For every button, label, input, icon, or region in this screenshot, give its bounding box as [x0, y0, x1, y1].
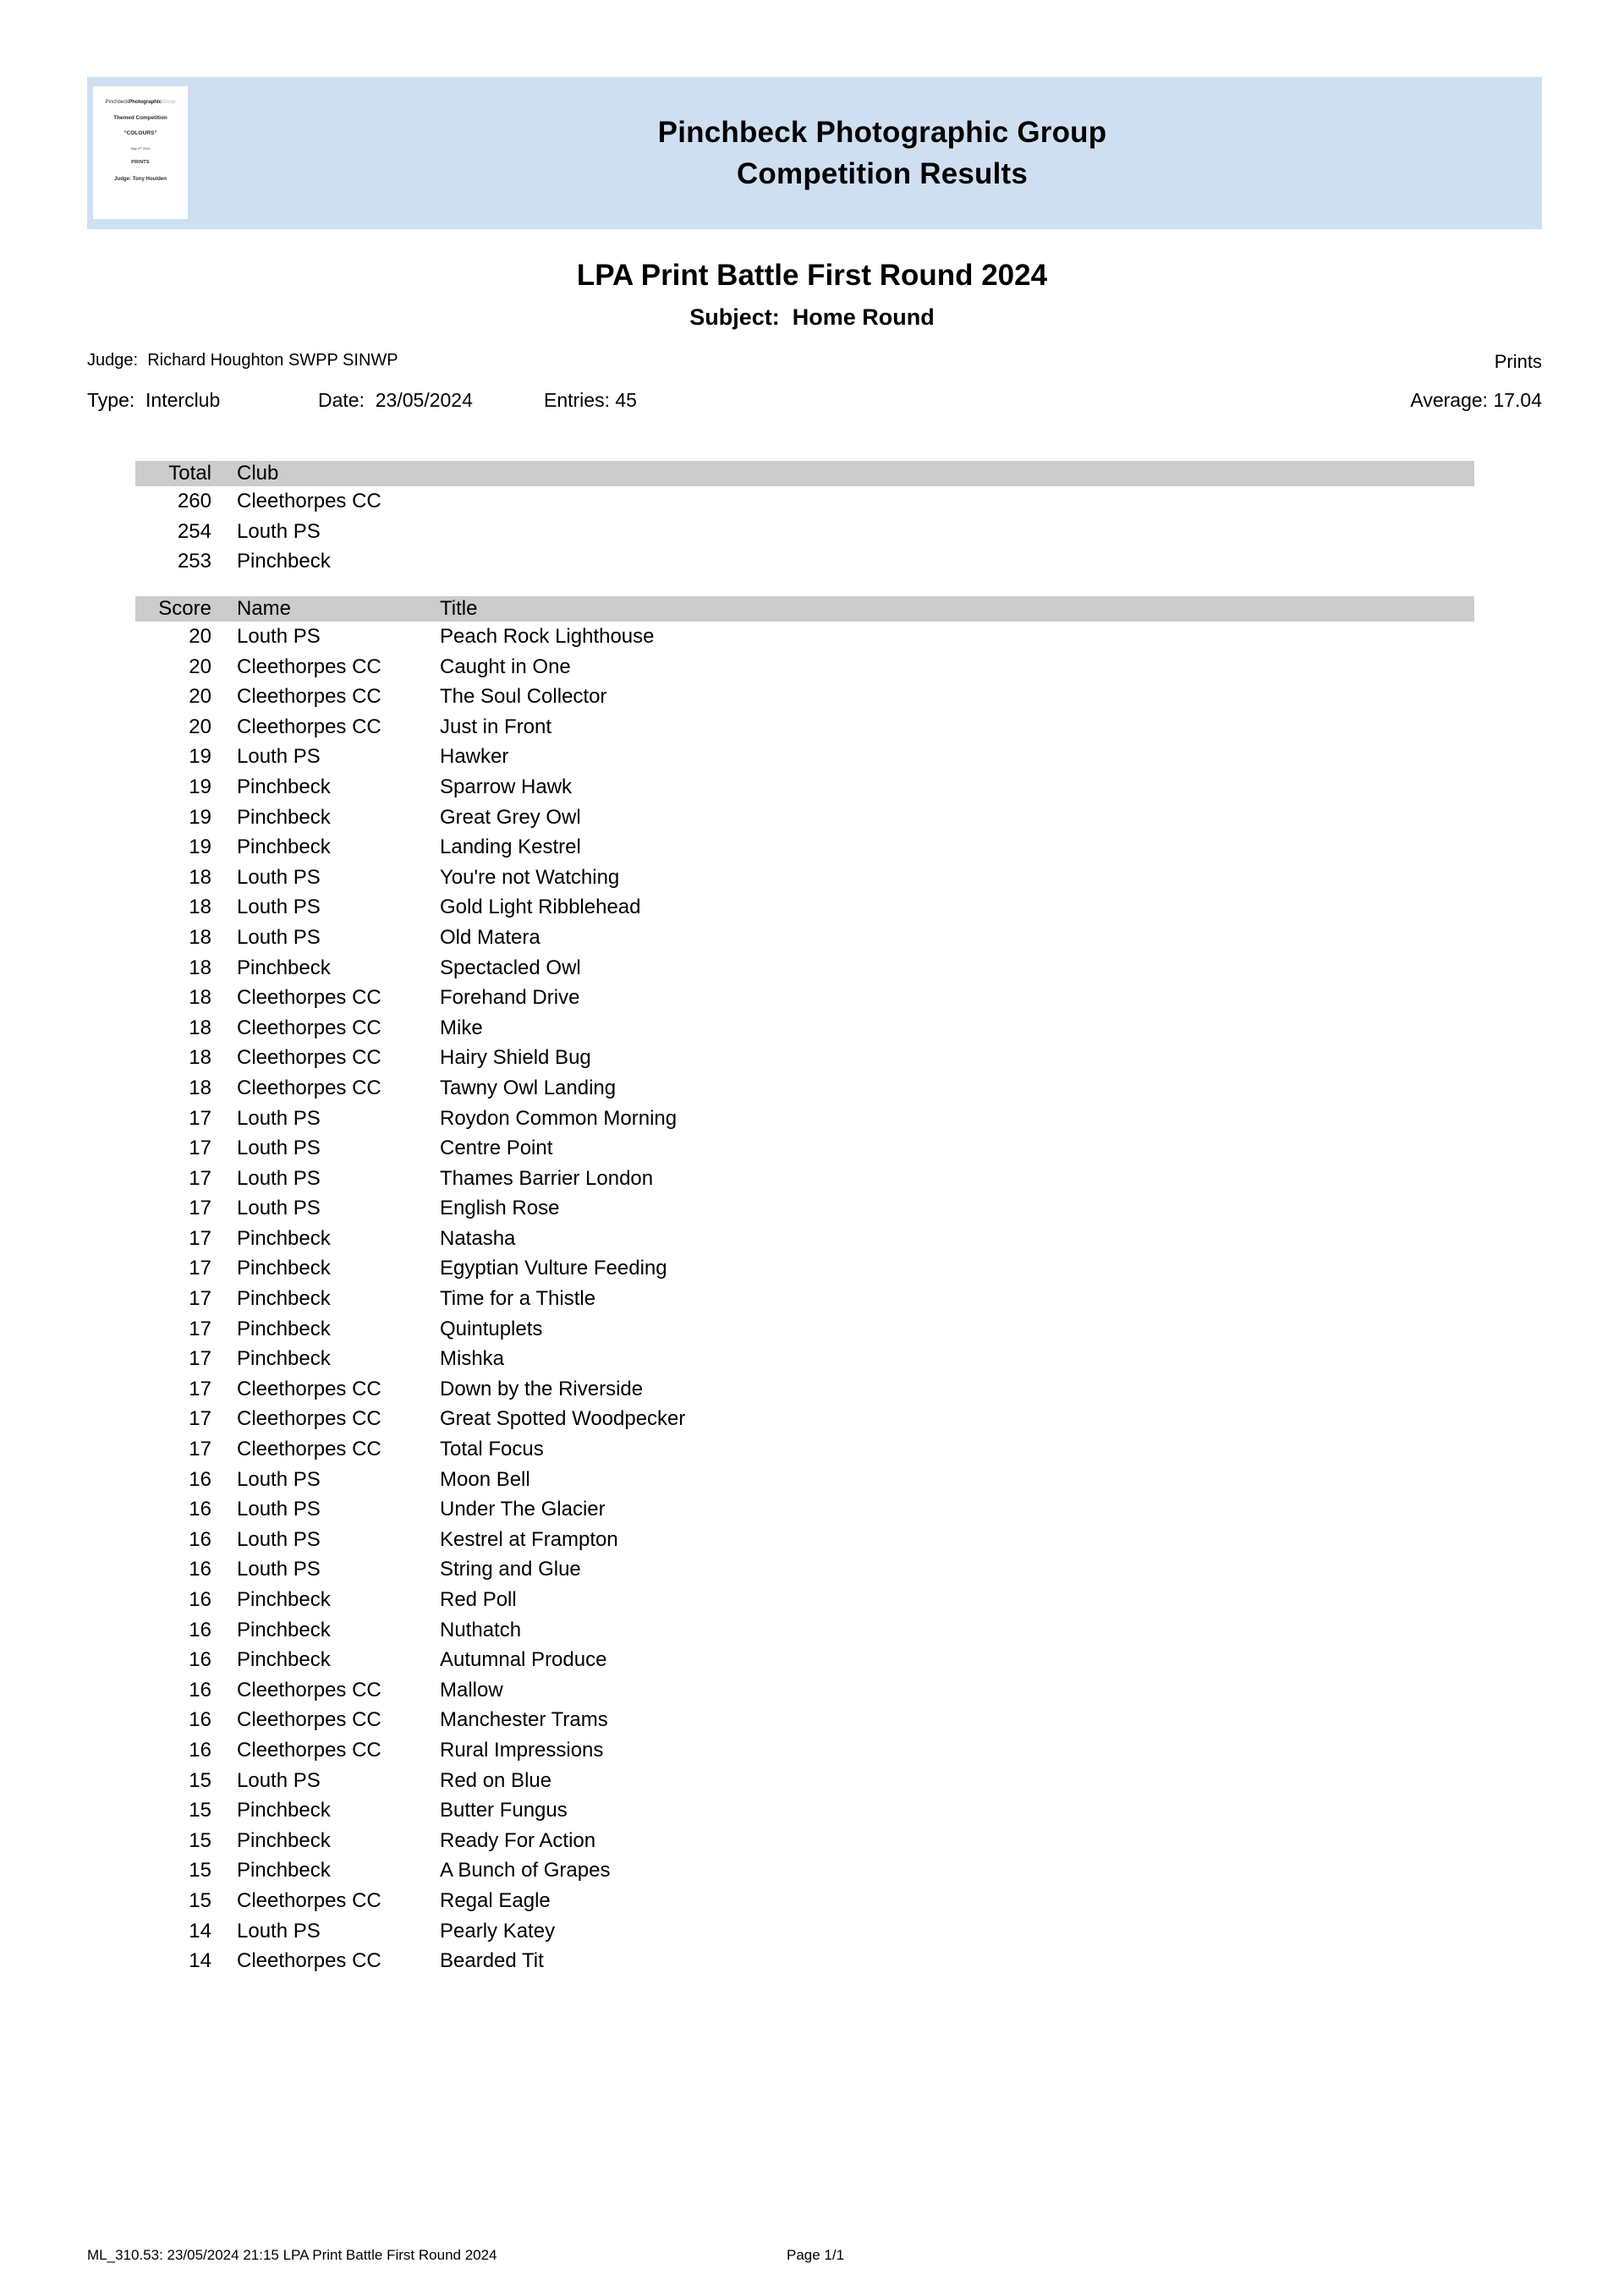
entry-score-value: 17	[189, 1377, 211, 1400]
club-table-header-row	[135, 461, 1474, 486]
entry-score-value: 16	[189, 1527, 211, 1551]
average-field	[1410, 389, 1542, 412]
table-row	[135, 772, 1474, 803]
table-row	[135, 1795, 1474, 1826]
entry-score-value: 18	[189, 865, 211, 889]
document-title: Competition Results	[736, 157, 1029, 190]
entry-title-value: Total Focus	[440, 1438, 544, 1461]
table-row	[135, 1766, 1474, 1796]
entry-club-value: Louth PS	[237, 625, 321, 648]
table-row	[135, 1615, 1474, 1646]
entry-club-value: Cleethorpes CC	[237, 1949, 381, 1973]
entry-score-value: 15	[189, 1768, 211, 1792]
entry-title-value: Tawny Owl Landing	[440, 1076, 617, 1099]
entry-club-value: Louth PS	[237, 1197, 321, 1220]
entry-title-value: Mishka	[440, 1347, 505, 1371]
date-field	[318, 389, 473, 412]
entry-title-value: Gold Light Ribblehead	[440, 896, 641, 919]
entry-club-value: Pinchbeck	[237, 1799, 331, 1822]
table-row	[135, 1855, 1474, 1886]
type-value: Interclub	[145, 389, 221, 411]
entry-score-value: 18	[189, 1016, 211, 1039]
entry-club-value: Pinchbeck	[237, 836, 331, 859]
entry-title-value: Forehand Drive	[440, 986, 580, 1010]
entry-title-value: Natasha	[440, 1226, 516, 1250]
entry-title-value: Just in Front	[440, 715, 552, 738]
poster-themed-line: Themed Competition	[113, 114, 167, 121]
footer-page-number: Page 1/1	[787, 2247, 845, 2263]
entry-score-value: 17	[189, 1197, 211, 1220]
entry-title-value: Centre Point	[440, 1137, 553, 1160]
club-name-value: Cleethorpes CC	[237, 490, 381, 512]
entry-title-value: Great Spotted Woodpecker	[440, 1407, 686, 1431]
score-table	[135, 596, 1474, 1976]
table-row	[135, 517, 1474, 547]
entry-title-value: Great Grey Owl	[440, 805, 581, 829]
table-row	[135, 546, 1474, 577]
score-table-col-name: Name	[237, 597, 292, 620]
table-row	[135, 1525, 1474, 1555]
entry-score-value: 17	[189, 1226, 211, 1250]
entry-club-value: Louth PS	[237, 1467, 321, 1491]
poster-brand-bold: Photographic	[129, 99, 162, 105]
entry-title-value: English Rose	[440, 1197, 560, 1220]
table-row	[135, 1164, 1474, 1194]
entry-score-value: 17	[189, 1166, 211, 1190]
entry-title-value: A Bunch of Grapes	[440, 1859, 611, 1882]
competition-title: LPA Print Battle First Round 2024	[576, 259, 1048, 292]
table-row	[135, 742, 1474, 772]
entry-club-value: Cleethorpes CC	[237, 986, 381, 1010]
entry-club-value: Louth PS	[237, 1919, 321, 1943]
entry-club-value: Cleethorpes CC	[237, 1076, 381, 1099]
entry-score-value: 16	[189, 1467, 211, 1491]
entry-score-value: 18	[189, 896, 211, 919]
entry-club-value: Pinchbeck	[237, 1226, 331, 1250]
entries-field	[544, 389, 637, 412]
table-row	[135, 1675, 1474, 1706]
entry-title-value: Down by the Riverside	[440, 1377, 644, 1400]
table-row	[135, 682, 1474, 712]
entry-score-value: 14	[189, 1919, 211, 1943]
entry-club-value: Cleethorpes CC	[237, 1678, 381, 1701]
entry-club-value: Pinchbeck	[237, 1287, 331, 1311]
entry-score-value: 15	[189, 1828, 211, 1852]
poster-colours-line: “COLOURS”	[123, 130, 157, 137]
table-row	[135, 712, 1474, 743]
entry-title-value: Egyptian Vulture Feeding	[440, 1257, 667, 1280]
entry-score-value: 14	[189, 1949, 211, 1973]
table-row	[135, 1043, 1474, 1073]
entry-title-value: Landing Kestrel	[440, 836, 581, 859]
club-table-col-total: Total	[168, 462, 211, 485]
entry-score-value: 16	[189, 1618, 211, 1641]
entry-title-value: Ready For Action	[440, 1828, 596, 1852]
entry-score-value: 16	[189, 1708, 211, 1732]
entry-score-value: 17	[189, 1407, 211, 1431]
poster-prints-line: PRINTS	[131, 160, 150, 166]
entry-title-value: The Soul Collector	[440, 685, 607, 709]
entry-club-value: Cleethorpes CC	[237, 685, 381, 709]
table-row	[135, 1645, 1474, 1675]
entry-club-value: Cleethorpes CC	[237, 1016, 381, 1039]
poster-judge-line: Judge: Tony Houlden	[114, 176, 167, 183]
entry-club-value: Cleethorpes CC	[237, 1438, 381, 1461]
entry-score-value: 15	[189, 1888, 211, 1912]
entry-score-value: 20	[189, 655, 211, 678]
entry-club-value: Cleethorpes CC	[237, 1377, 381, 1400]
entry-title-value: Mallow	[440, 1678, 503, 1701]
entry-club-value: Pinchbeck	[237, 1618, 331, 1641]
entry-club-value: Cleethorpes CC	[237, 1708, 381, 1732]
entry-score-value: 16	[189, 1498, 211, 1521]
table-row	[135, 1465, 1474, 1495]
entry-title-value: Rural Impressions	[440, 1738, 604, 1762]
entry-club-value: Cleethorpes CC	[237, 1888, 381, 1912]
club-table-body	[135, 486, 1474, 577]
entry-club-value: Pinchbeck	[237, 775, 331, 798]
entry-score-value: 19	[189, 745, 211, 769]
entry-title-value: Kestrel at Frampton	[440, 1527, 618, 1551]
table-row	[135, 803, 1474, 833]
date-label: Date:	[318, 389, 365, 411]
entry-title-value: Spectacled Owl	[440, 956, 581, 979]
competition-poster-thumbnail	[93, 86, 188, 219]
table-row	[135, 622, 1474, 652]
entry-score-value: 17	[189, 1287, 211, 1311]
entry-score-value: 18	[189, 986, 211, 1010]
entry-title-value: Sparrow Hawk	[440, 775, 573, 798]
table-row	[135, 486, 1474, 517]
entry-club-value: Cleethorpes CC	[237, 1738, 381, 1762]
entry-title-value: Under The Glacier	[440, 1498, 606, 1521]
entry-club-value: Louth PS	[237, 1558, 321, 1581]
entry-score-value: 16	[189, 1678, 211, 1701]
judge-field	[87, 351, 398, 370]
entry-score-value: 18	[189, 1076, 211, 1099]
entry-club-value: Louth PS	[237, 1768, 321, 1792]
entry-club-value: Pinchbeck	[237, 1347, 331, 1371]
table-row	[135, 892, 1474, 923]
entry-club-value: Louth PS	[237, 1106, 321, 1130]
entry-score-value: 18	[189, 925, 211, 949]
entry-score-value: 17	[189, 1347, 211, 1371]
judge-value: Richard Houghton SWPP SINWP	[147, 351, 398, 370]
entry-club-value: Louth PS	[237, 925, 321, 949]
banner-title-block	[222, 77, 1542, 229]
entry-title-value: Pearly Katey	[440, 1919, 556, 1943]
medium-label: Prints	[1494, 351, 1542, 372]
entry-club-value: Pinchbeck	[237, 1828, 331, 1852]
entry-title-value: Time for a Thistle	[440, 1287, 596, 1311]
entry-club-value: Louth PS	[237, 1527, 321, 1551]
subject-value: Home Round	[792, 304, 935, 330]
table-row	[135, 1374, 1474, 1405]
entry-title-value: Hawker	[440, 745, 509, 769]
entry-club-value: Louth PS	[237, 1498, 321, 1521]
table-row	[135, 1253, 1474, 1284]
meta-row-judge	[87, 351, 1542, 375]
entry-score-value: 17	[189, 1317, 211, 1340]
entry-title-value: Autumnal Produce	[440, 1648, 607, 1672]
table-row	[135, 1314, 1474, 1345]
table-row	[135, 1826, 1474, 1856]
table-row	[135, 1284, 1474, 1314]
entry-title-value: Roydon Common Morning	[440, 1106, 678, 1130]
table-row	[135, 1013, 1474, 1044]
club-total-value: 260	[177, 490, 211, 512]
entry-title-value: Quintuplets	[440, 1317, 543, 1340]
entry-title-value: Butter Fungus	[440, 1799, 568, 1822]
poster-brand-grey: Group	[161, 99, 176, 105]
table-row	[135, 1946, 1474, 1976]
score-table-col-score: Score	[158, 597, 211, 620]
entry-club-value: Pinchbeck	[237, 1859, 331, 1882]
judge-label: Judge:	[87, 351, 139, 370]
table-row	[135, 1133, 1474, 1164]
entry-club-value: Cleethorpes CC	[237, 715, 381, 738]
entry-title-value: Red Poll	[440, 1588, 517, 1611]
entry-title-value: Nuthatch	[440, 1618, 522, 1641]
subject-label: Subject:	[689, 304, 780, 330]
entry-title-value: Mike	[440, 1016, 483, 1039]
entry-score-value: 18	[189, 1046, 211, 1070]
entry-title-value: Thames Barrier London	[440, 1166, 654, 1190]
entries-value: 45	[615, 389, 637, 411]
entry-title-value: Old Matera	[440, 925, 540, 949]
entry-title-value: Hairy Shield Bug	[440, 1046, 591, 1070]
club-name-value: Pinchbeck	[237, 550, 331, 573]
entry-score-value: 15	[189, 1859, 211, 1882]
table-row	[135, 1073, 1474, 1104]
table-row	[135, 923, 1474, 953]
entry-club-value: Louth PS	[237, 1137, 321, 1160]
header-banner	[87, 77, 1542, 229]
entry-club-value: Cleethorpes CC	[237, 1407, 381, 1431]
entry-score-value: 17	[189, 1438, 211, 1461]
entry-club-value: Pinchbeck	[237, 956, 331, 979]
entry-title-value: Peach Rock Lighthouse	[440, 625, 655, 648]
entry-title-value: String and Glue	[440, 1558, 581, 1581]
score-table-header-row	[135, 596, 1474, 622]
entry-title-value: Caught in One	[440, 655, 571, 678]
entry-score-value: 19	[189, 775, 211, 798]
table-row	[135, 832, 1474, 863]
entry-score-value: 19	[189, 836, 211, 859]
table-row	[135, 1705, 1474, 1735]
table-row	[135, 983, 1474, 1013]
poster-brand-light: Pinchbeck	[105, 99, 129, 105]
entry-score-value: 20	[189, 715, 211, 738]
score-table-body	[135, 622, 1474, 1976]
poster-brand-line	[97, 100, 184, 106]
table-row	[135, 1104, 1474, 1134]
page-footer	[87, 2247, 1542, 2267]
table-row	[135, 953, 1474, 984]
competition-subject	[0, 304, 1624, 331]
table-row	[135, 1344, 1474, 1374]
date-value: 23/05/2024	[375, 389, 473, 411]
entries-label: Entries:	[544, 389, 610, 411]
table-row	[135, 1585, 1474, 1615]
table-row	[135, 652, 1474, 682]
entry-score-value: 16	[189, 1558, 211, 1581]
table-row	[135, 1886, 1474, 1916]
score-table-col-title: Title	[440, 597, 478, 620]
entry-title-value: Moon Bell	[440, 1467, 530, 1491]
type-label: Type:	[87, 389, 135, 411]
average-label: Average:	[1410, 389, 1489, 411]
entry-club-value: Pinchbeck	[237, 1317, 331, 1340]
entry-score-value: 19	[189, 805, 211, 829]
table-row	[135, 1494, 1474, 1525]
entry-title-value: Manchester Trams	[440, 1708, 608, 1732]
table-row	[135, 1224, 1474, 1254]
entry-score-value: 20	[189, 625, 211, 648]
entry-score-value: 18	[189, 956, 211, 979]
entry-title-value: You're not Watching	[440, 865, 620, 889]
club-table-col-club: Club	[237, 462, 279, 485]
entry-club-value: Louth PS	[237, 896, 321, 919]
entry-club-value: Pinchbeck	[237, 1648, 331, 1672]
entry-club-value: Louth PS	[237, 1166, 321, 1190]
entry-title-value: Red on Blue	[440, 1768, 552, 1792]
average-value: 17.04	[1493, 389, 1542, 411]
table-row	[135, 863, 1474, 893]
entry-club-value: Louth PS	[237, 865, 321, 889]
entry-score-value: 16	[189, 1648, 211, 1672]
club-name-value: Louth PS	[237, 519, 321, 543]
table-row	[135, 1193, 1474, 1224]
entry-score-value: 17	[189, 1106, 211, 1130]
entry-club-value: Louth PS	[237, 745, 321, 769]
poster-date-line: May 9ᵗʰ 2024	[130, 146, 151, 151]
entry-club-value: Pinchbeck	[237, 805, 331, 829]
type-field	[87, 389, 220, 412]
club-total-value: 254	[177, 519, 211, 543]
entry-score-value: 15	[189, 1799, 211, 1822]
table-row	[135, 1434, 1474, 1465]
footer-meta-text: ML_310.53: 23/05/2024 21:15 LPA Print Battle First Round 2024	[87, 2247, 497, 2263]
entry-club-value: Pinchbeck	[237, 1588, 331, 1611]
entry-title-value: Bearded Tit	[440, 1949, 544, 1973]
entry-club-value: Pinchbeck	[237, 1257, 331, 1280]
organisation-title: Pinchbeck Photographic Group	[657, 115, 1107, 149]
club-total-value: 253	[177, 550, 211, 573]
table-row	[135, 1916, 1474, 1947]
entry-score-value: 16	[189, 1588, 211, 1611]
table-row	[135, 1554, 1474, 1585]
table-row	[135, 1735, 1474, 1766]
entry-club-value: Cleethorpes CC	[237, 655, 381, 678]
table-row	[135, 1404, 1474, 1434]
club-totals-table	[135, 461, 1474, 577]
entry-score-value: 20	[189, 685, 211, 709]
entry-score-value: 16	[189, 1738, 211, 1762]
entry-score-value: 17	[189, 1137, 211, 1160]
entry-club-value: Cleethorpes CC	[237, 1046, 381, 1070]
entry-title-value: Regal Eagle	[440, 1888, 551, 1912]
entry-score-value: 17	[189, 1257, 211, 1280]
meta-row-details	[87, 389, 1542, 413]
